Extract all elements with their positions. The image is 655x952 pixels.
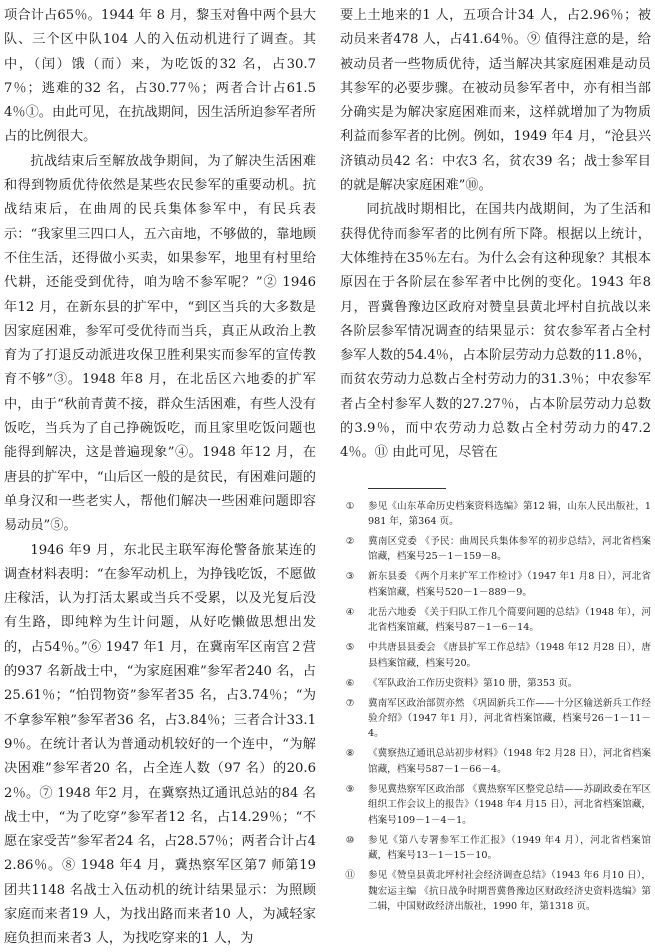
footnote-list <box>340 499 651 915</box>
footnote-6 <box>340 676 651 691</box>
body-paragraph-1: 项合计占65％。1944 年 8 月，黎玉对鲁中两个县大队、三个区中队104 人的入伍动机进行了调查。其中，（闰）饿（而）来，为吃饭的32 名，占30.77％；逃难的32 名，占30.77％；两者合计占61.54％①。由此可见，在抗战期间，因生活所迫参军者所占的比例很大。 <box>4 8 316 145</box>
footnote-text: 新东县委 《两个月来扩军工作检讨》（1947 年1 月8 日），河北省档案馆藏，档案号520－1－889－9。 <box>368 571 651 598</box>
footnote-number: ② <box>345 536 355 548</box>
footnote-4 <box>340 605 651 636</box>
footnote-5 <box>340 640 651 671</box>
footnote-text: 参见《赞皇县黄北坪村社会经济调查总结》（1943 年6 月10 日），魏宏运主编 《抗日战争时期晋冀鲁豫边区财政经济史资料选编》第二辑，中国财政经济出版社，1990 年，第1318 页。 <box>368 870 651 912</box>
footnote-1 <box>340 499 651 530</box>
footnote-number: ⑪ <box>345 870 355 882</box>
right-column <box>340 4 651 919</box>
footnote-text: 《军队政治工作历史资料》第10 册，第353 页。 <box>368 677 578 689</box>
footnote-text: 中共唐县县委会 《唐县扩军工作总结》（1948 年12 月28 日），唐县档案馆藏，档案号20。 <box>368 642 651 669</box>
footnote-number: ③ <box>345 571 355 583</box>
footnote-7 <box>340 696 651 742</box>
body-paragraph-2: 抗战结束后至解放战争期间，为了解决生活困难和得到物质优待依然是某些农民参军的重要动机。抗战结束后，在曲周的民兵集体参军中，有民兵表示：“我家里三四口人，五六亩地，不够做的，靠地顾不住生活，还得做小买卖，如果参军，地里有村里给代耕，还能受到优待，咱为啥不参军呢？”② 1946 年12 月，在新东县的扩军中，“到区当兵的大多数是因家庭困难，参军可受优待而当兵，真正从政治上教育为了打退反动派进攻保卫胜利果实而参军的宣传教育不够”③。1948 年8 月，在北岳区六地委的扩军中，由于“秋前青黄不接，群众生活困难，有些人没有饭吃，当兵为了自己挣碗饭吃，而且家里吃饭问题也能得到解决，这是普遍现象”④。1948 年12 月，在唐县的扩军中，“山后区一般的是贫民，有困难问题的单身汉和一些老实人，帮他们解决一些困难问题即容易动员”⑤。 <box>4 153 316 534</box>
footnote-number: ⑦ <box>345 697 355 709</box>
body-paragraph-3: 1946 年9 月，东北民主联军海伦警备旅某连的调查材料表明：“在参军动机上，为挣钱吃饭，不愿做庄稼活，认为打活太累或当兵不受累，以及光复后没有生路，即纯粹为生计问题，从好吃懒做思想出发的，占54％。”⑥ 1947 年1 月，在冀南军区南宫２营的937 名新战士中，“为家庭困难”参军者240 名，占25.61％；“怕罚物资”参军者35 名，占3.74％；“为不拿参军粮”参军者36 名，占3.84％；三者合计33.19％。在统计者认为普通动机较好的一个连中，“为解决困难”参军者20 名，占全连人数（97 名）的20.62％。⑦ 1948 年2 月，在冀察热辽通讯总站的84 名战士中，“为了吃穿”参军者12 名，占14.29％；“不愿在家受苦”参军者24 名，占28.57％；两者合计占42.86％。⑧ 1948 年4 月，冀热察军区第7 师第19 团共1148 名战士入伍动机的统计结果显示：为照顾家庭而来者19 人，为找出路而来者10 人，为减轻家庭负担而来者3 人，为找吃穿来的1 人，为 <box>4 542 316 947</box>
footnote-2 <box>340 534 651 565</box>
footnote-number: ④ <box>345 606 355 618</box>
footnote-11 <box>340 868 651 914</box>
body-paragraph-5: 同抗战时期相比，在国共内战期间，为了生活和获得优待而参军者的比例有所下降。根据以上统计，大体维持在35％左右。为什么会有这种现象？其根本原因在于各阶层在参军者中比例的变化。1943 年8 月，晋冀鲁豫边区政府对赞皇县黄北坪村自抗战以来各阶层参军情况调查的结果显示：贫农参军者占全村参军人数的54.4％，占本阶层劳动力总数的11.8％，而贫农劳动力总数占全村劳动力的31.3％；中农参军者占全村参军人数的27.27％，占本阶层劳动力总数的3.9％，而中农劳动力总数占全村劳动力的47.24％。⑪ 由此可见，尽管在 <box>340 202 651 461</box>
footnote-number: ⑤ <box>345 642 355 654</box>
footnote-divider <box>368 488 446 489</box>
footnote-number: ⑩ <box>345 834 355 846</box>
footnote-text: 参见冀热察军区政治部 《冀热察军区整党总结——苏副政委在军区组织工作会议上的报告》（1948 年4 月15 日），河北省档案馆藏，档案号109－1－4－1。 <box>368 783 651 826</box>
footnote-text: 冀南区党委 《予民：曲周民兵集体参军的初步总结》，河北省档案馆藏，档案号25－1－159－8。 <box>368 536 651 563</box>
footnote-text: 《冀察热辽通讯总站初步材料》（1948 年2 月28 日），河北省档案馆藏，档案号587－1－66－4。 <box>368 748 651 775</box>
footnote-9 <box>340 782 651 828</box>
footnote-text: 北岳六地委 《关于归队工作几个简要问题的总结》（1948 年），河北省档案馆藏，档案号87－1－6－14。 <box>368 606 651 634</box>
footnote-3 <box>340 569 651 600</box>
footnote-number: ⑧ <box>345 748 355 760</box>
body-paragraph-4: 要上土地来的1 人，五项合计34 人，占2.96％；被动员来者478 人，占41.64％。⑨ 值得注意的是，给被动员者一些物质优待，适当解决其家庭困难是动员其参军的必要步骤。在被动员参军者中，亦有相当部分确实是为解决家庭困难而来，这样就增加了为物质利益而参军者的比例。例如，1949 年4 月，“沧县兴济镇动员42 名：中农3 名，贫农39 名；战士参军目的就是解决家庭困难”⑩。 <box>340 8 651 194</box>
footnote-8 <box>340 746 651 777</box>
footnote-number: ⑥ <box>345 677 355 689</box>
footnote-text: 参见《山东革命历史档案资料选编》第12 辑，山东人民出版社，1981 年，第364 页。 <box>368 500 651 528</box>
footnote-number: ⑨ <box>345 783 355 795</box>
footnote-number: ① <box>345 500 355 512</box>
left-column <box>4 4 316 952</box>
footnote-10 <box>340 833 651 864</box>
footnote-text: 参见《第八专署参军工作汇报》（1949 年4 月），河北省档案馆藏，档案号13－1－15－10。 <box>368 834 651 862</box>
footnote-text: 冀南军区政治部贺亦然 《巩固新兵工作——十分区输送新兵工作经验介绍》（1947 年1 月），河北省档案馆藏，档案号26－1－11－4。 <box>368 697 651 740</box>
